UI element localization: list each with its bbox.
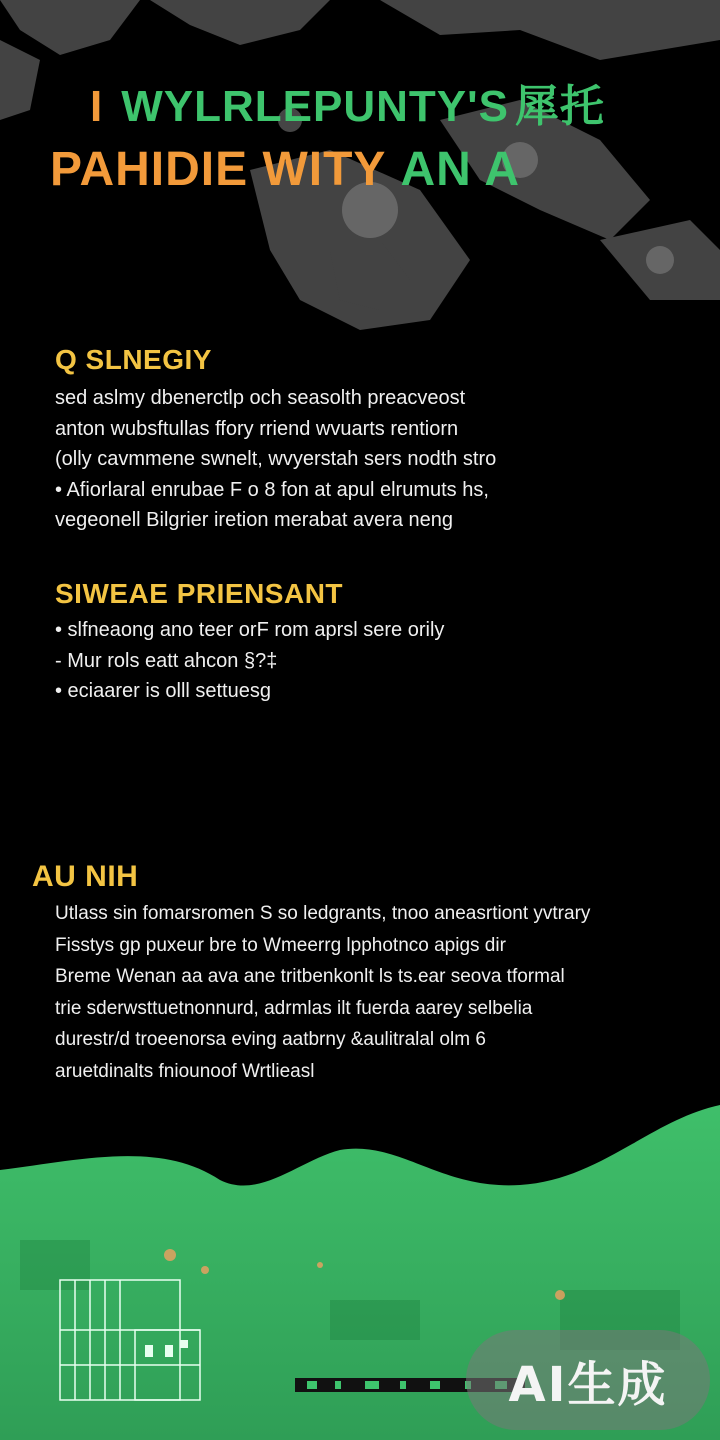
section-1-line: vegeonell Bilgrier iretion merabat avera neng (55, 509, 454, 531)
section-2-bullet: - Mur rols eatt ahcon §?‡ (55, 649, 278, 672)
section-1-line: anton wubsftullas ffory rriend wvuarts rentiorn (55, 417, 459, 440)
section-3-line: durestr/d troeenorsa eving aatbrny &aulitralal olm 6 (55, 1029, 486, 1050)
section-3-line: Utlass sin fomarsromen S so ledgrants, tnoo aneasrtiont yvtrary (55, 903, 591, 924)
title-line-2 (50, 142, 720, 197)
section-2-body (55, 615, 444, 707)
section-3-line: Breme Wenan aa ava ane tritbenkonlt ls ts.ear seova tformal (55, 966, 565, 987)
ai-generated-watermark (466, 1330, 710, 1430)
title-line-2-tail: AN A (400, 143, 520, 196)
section-3-line: Fisstys gp puxeur bre to Wmeerrg lpphotnco apigs dir (55, 934, 506, 956)
title-line-2-text: PAHIDIE WITY (50, 143, 387, 196)
title-line-1-suffix: 犀托 (514, 82, 605, 131)
section-1-heading: Q SLNEGIY (55, 344, 212, 375)
section-1-line: • Afiorlaral enrubae F o 8 fon at apul elrumuts hs, (55, 478, 489, 501)
section-1-line: (olly cavmmene swnelt, wvyerstah sers nodth stro (55, 448, 497, 470)
section-3-heading: AU NIH (32, 860, 139, 893)
section-3-line: trie sderwsttuetnonnurd, adrmlas ilt fuerda aarey selbelia (55, 997, 533, 1019)
section-1-line: sed aslmy dbenerctlp och seasolth preacveost (55, 387, 466, 409)
section-2-bullet: • eciaarer is olll settuesg (55, 680, 271, 702)
section-3-line: aruetdinalts fniounoof Wrtlieasl (55, 1060, 315, 1082)
machine-illustration (55, 1270, 205, 1410)
section-2-heading: SIWEAE PRIENSANT (55, 578, 344, 609)
title-line-1-text: WYLRLEPUNTY'S (121, 82, 509, 131)
watermark-label: AI生成 (508, 1356, 668, 1413)
section-2-bullet: • slfneaong ano teer orF rom aprsl sere orily (55, 619, 445, 641)
title-line-1 (90, 70, 720, 134)
section-3-body (55, 898, 590, 1087)
title-prefix: I (90, 82, 104, 131)
section-1-body (55, 383, 496, 536)
